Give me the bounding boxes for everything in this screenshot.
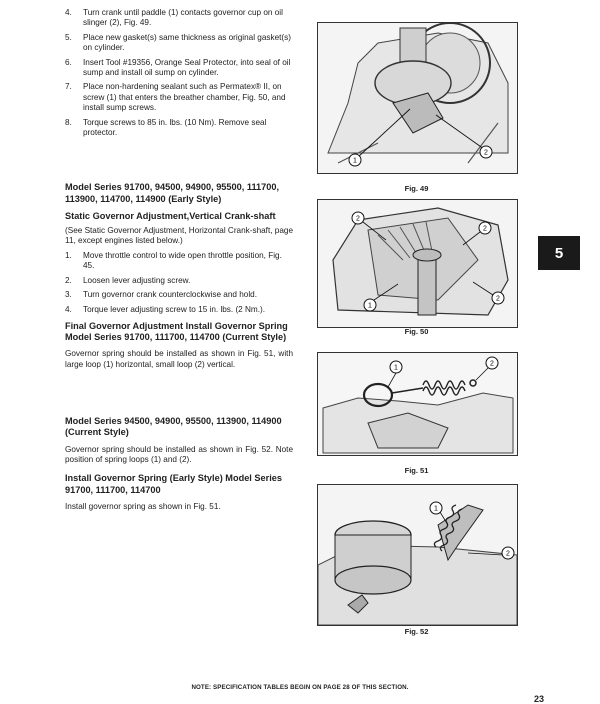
page-number: 23 <box>534 694 545 704</box>
section1-subheading: Static Governor Adjustment,Vertical Crank-shaft <box>65 210 276 221</box>
fig52-drawing <box>318 485 517 625</box>
fig49-callout-2: 2 <box>484 149 488 157</box>
text-column <box>65 8 293 512</box>
fig52-callout-1: 1 <box>434 505 438 513</box>
fig51-image <box>317 352 518 456</box>
step-number: 4. <box>65 304 72 314</box>
footer-note: NOTE: SPECIFICATION TABLES BEGIN ON PAGE 28 OF THIS SECTION. <box>191 684 409 691</box>
fig51-callout-1: 1 <box>394 364 398 372</box>
section-tab: 5 <box>538 236 580 270</box>
fig52-label: Fig. 52 <box>404 627 429 636</box>
steps-list-top <box>65 8 293 138</box>
fig49-callout-1: 1 <box>353 157 357 165</box>
fig52-image <box>317 484 518 626</box>
fig50-label: Fig. 50 <box>404 327 429 336</box>
step-item <box>65 251 293 272</box>
fig49-image <box>317 22 518 174</box>
step-text: Move throttle control to wide open throttle position, Fig. 45. <box>83 250 282 271</box>
fig52-callout-2: 2 <box>506 550 510 558</box>
step-number: 8. <box>65 117 72 127</box>
step-text: Loosen lever adjusting screw. <box>83 275 191 285</box>
section2-paragraph: Governor spring should be installed as shown in Fig. 51, with large loop (1) horizontal, small loop (2) vertical. <box>65 349 293 369</box>
step-text: Turn governor crank counterclockwise and hold. <box>83 290 257 300</box>
fig50-callout-c: 2 <box>483 225 487 233</box>
step-item <box>65 290 293 300</box>
fig50-callout-a: 2 <box>356 215 360 223</box>
section3-heading: Model Series 94500, 94900, 95500, 113900, 114900 (Current Style) <box>65 416 282 438</box>
step-item <box>65 82 293 113</box>
fig51-callout-2: 2 <box>490 360 494 368</box>
section2-heading: Final Governor Adjustment Install Governor Spring Model Series 91700, 111700, 114700 (Current Style) <box>65 320 288 343</box>
step-text: Torque lever adjusting screw to 15 in. lbs. (2 Nm.). <box>83 304 266 314</box>
step-item <box>65 118 293 139</box>
section3-paragraph: Governor spring should be installed as shown in Fig. 52. Note position of spring loops (1) and (2). <box>65 444 293 464</box>
step-text: Place non-hardening sealant such as Permatex® II, on screw (1) that enters the breather chamber, Fig. 50, and install sump screws. <box>83 82 286 113</box>
step-item <box>65 8 293 29</box>
step-item <box>65 305 293 315</box>
step-number: 7. <box>65 82 72 92</box>
step-item <box>65 33 293 54</box>
step-number: 2. <box>65 275 72 285</box>
fig50-callout-b: 1 <box>368 302 372 310</box>
fig50-image <box>317 199 518 328</box>
fig49-label: Fig. 49 <box>404 184 429 193</box>
section3-subheading: Install Governor Spring (Early Style) Model Series 91700, 111700, 114700 <box>65 473 282 495</box>
fig51-drawing <box>318 353 517 455</box>
step-number: 4. <box>65 8 72 17</box>
step-number: 5. <box>65 32 72 42</box>
section3-paragraph2: Install governor spring as shown in Fig. 51. <box>65 501 221 511</box>
fig49-drawing <box>318 23 517 173</box>
step-number: 6. <box>65 57 72 67</box>
step-text: Torque screws to 85 in. lbs. (10 Nm). Remove seal protector. <box>83 117 267 138</box>
fig50-drawing <box>318 200 517 327</box>
step-number: 3. <box>65 290 72 300</box>
step-text: Place new gasket(s) same thickness as original gasket(s) on cylinder. <box>83 32 291 53</box>
step-item <box>65 276 293 286</box>
section1-note: (See Static Governor Adjustment, Horizontal Crank-shaft, page 11, except engines listed below.) <box>65 226 293 246</box>
step-text: Insert Tool #19356, Orange Seal Protector, into seal of oil sump and install oil sump on cylinder. <box>83 57 291 78</box>
step-number: 1. <box>65 250 72 260</box>
fig51-label: Fig. 51 <box>404 466 429 475</box>
fig50-callout-d: 2 <box>496 295 500 303</box>
step-item <box>65 58 293 79</box>
steps-list-section1 <box>65 251 293 315</box>
section1-heading: Model Series 91700, 94500, 94900, 95500, 111700, 113900, 114700, 114900 (Early Style) <box>65 182 280 204</box>
step-text: Turn crank until paddle (1) contacts governor cup on oil slinger (2), Fig. 49. <box>83 8 283 28</box>
